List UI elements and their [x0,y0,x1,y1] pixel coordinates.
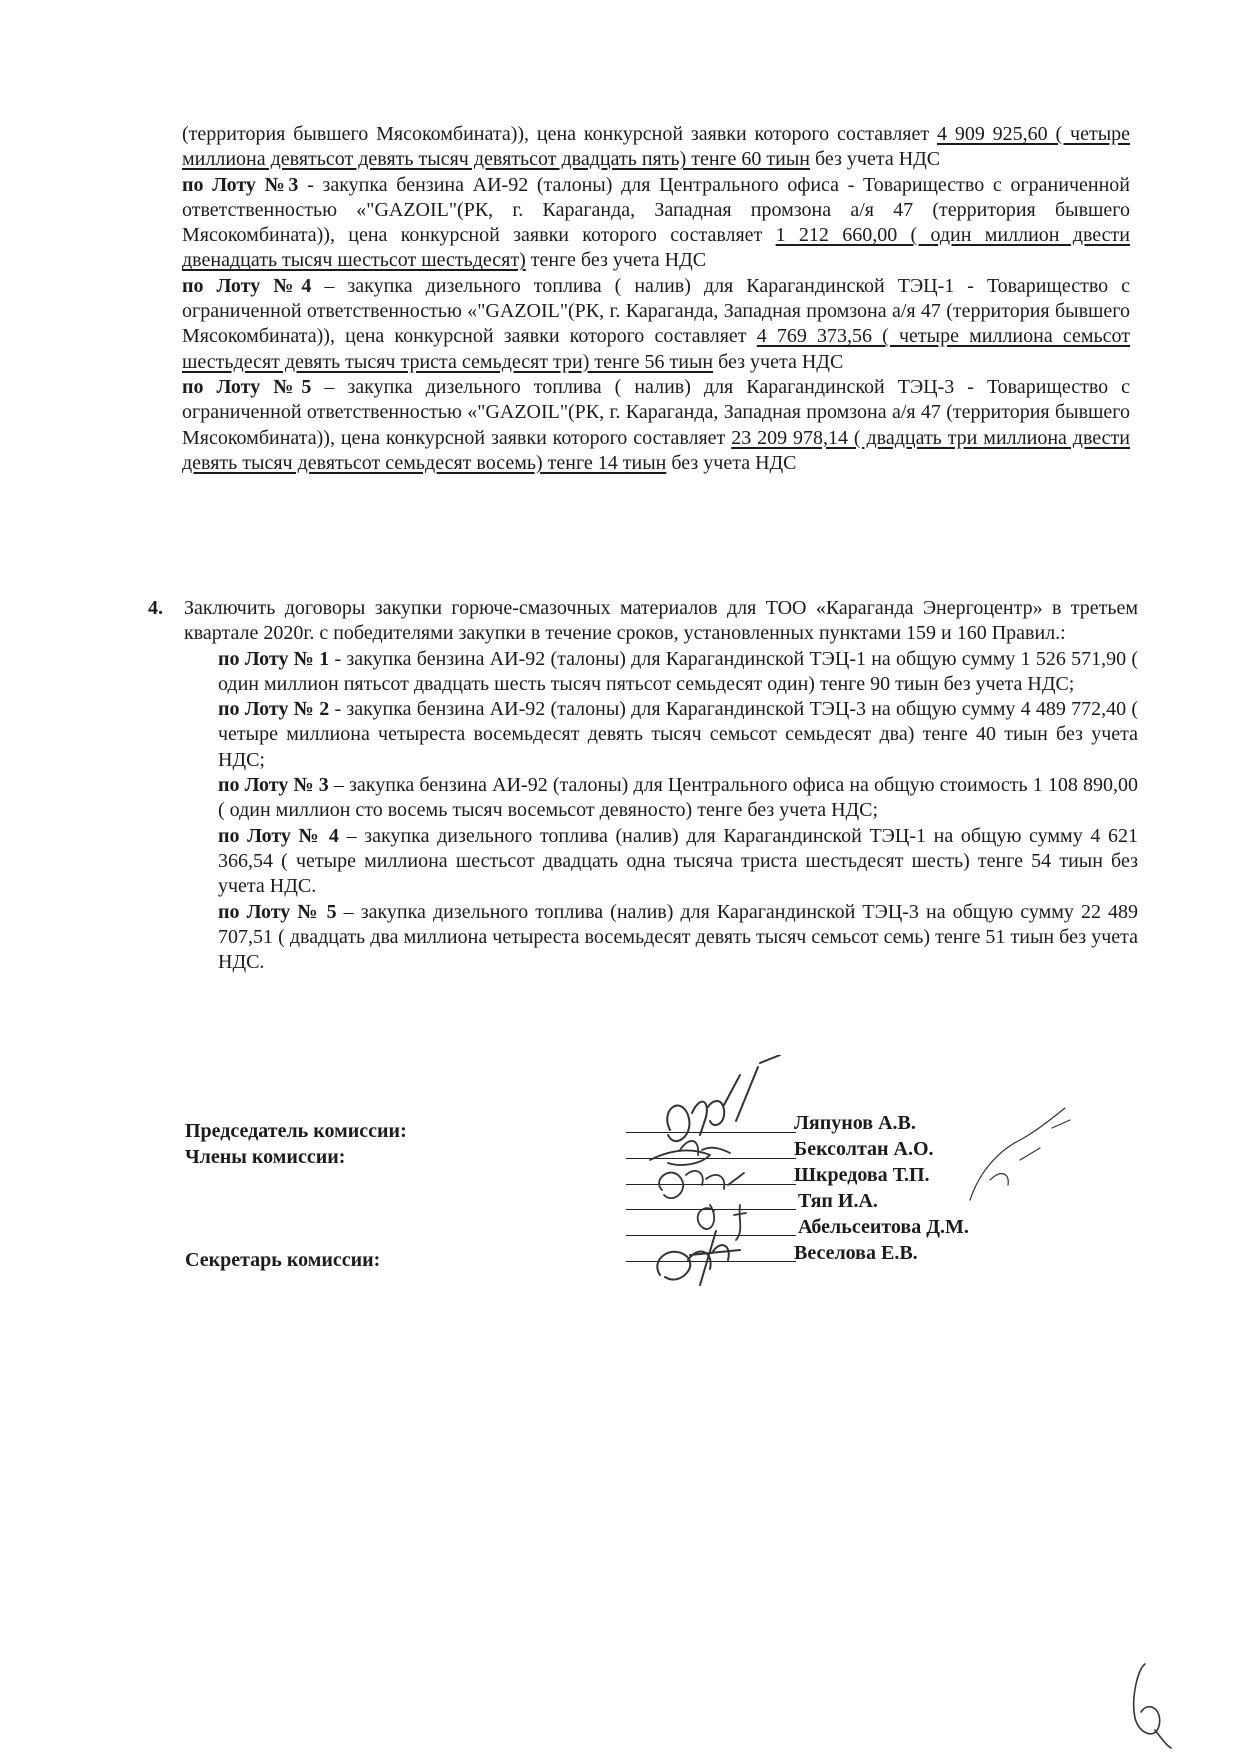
lot-label: по Лоту №4 [182,274,312,297]
secretary-role: Секретарь комиссии: [185,1249,381,1271]
item-number: 4. [148,597,163,619]
lot-text: - закупка бензина АИ-92 (талоны) для Карагандинской ТЭЦ-1 на общую сумму 1 526 571,90 ( один миллион пятьсот двадцать шесть тысяч пятьсот семьдесят один) тенге 90 тиын без учета НДС; [218,647,1138,695]
page-initial-mark [1115,1660,1175,1750]
lot-2-continuation [182,122,1130,173]
lot-label: по Лоту № 2 [218,698,330,721]
lot-label: по Лоту №5 [182,375,312,398]
lot-text: без учета НДС [809,148,941,171]
lot-text: – закупка дизельного топлива (налив) для Карагандинской ТЭЦ-1 на общую сумму 4 621 366,54 ( четыре миллиона шестьсот двадцать одна тысяча триста шестьдесят шесть) тенге 54 тиын без учета НДС. [218,824,1139,898]
lot-text: (территория бывшего Мясокомбината)), цена конкурсной заявки которого составляет [182,123,937,145]
faint-signature-mark [960,1100,1080,1210]
signatory-name: Тяп И.А. [798,1190,878,1212]
lot-label: по Лоту №3 [182,173,299,196]
lot-text: – закупка бензина АИ-92 (талоны) для Центрального офиса на общую стоимость 1 108 890,00 ( один миллион сто восемь тысяч восемьсот девяносто) тенге без учета НДС; [218,774,1138,822]
signatory-name: Веселова Е.В. [794,1242,918,1264]
lot-label: по Лоту № 5 [218,900,337,923]
signatory-name: Ляпунов А.В. [794,1112,916,1134]
lot-label: по Лоту № 4 [218,824,339,847]
item-intro: Заключить договоры закупки горюче-смазочных материалов для ТОО «Караганда Энергоцентр» в третьем квартале 2020г. с победителями закупки в течение сроков, установленных пунктами 159 и 160 Правил.: [184,597,1138,645]
lot-text: без учета НДС [666,451,797,474]
contract-lot-5 [184,900,1138,976]
lot-3-winner [182,173,1130,274]
lot-text: - закупка бензина АИ-92 (талоны) для Центрального офиса - Товарищество с ограниченной ответственностью «"GAZOIL"(РК, г. Караганда, Западная промзона а/я 47 (территория бывшего Мясокомбината)), цена конкурсной заявки которого составляет [182,173,1130,247]
lot-price: 1 212 660,00 ( один миллион двести двенадцать тысяч шестьсот шестьдесят) [182,224,1130,272]
contract-lot-4 [184,824,1138,900]
lot-5-winner [182,375,1130,476]
contract-lot-1 [184,647,1138,698]
lot-text: тенге без учета НДС [525,249,707,272]
lots-winners-list [182,122,1130,476]
lot-text: – закупка дизельного топлива ( налив) для Карагандинской ТЭЦ-3 - Товарищество с ограниченной ответственностью «"GAZOIL"(РК, г. Караганда, Западная промзона а/я 47 (территория бывшего Мясокомбината)), цена конкурсной заявки которого составляет [182,375,1131,449]
handwritten-signatures [640,1055,800,1295]
lot-text: - закупка бензина АИ-92 (талоны) для Карагандинской ТЭЦ-3 на общую сумму 4 489 772,40 ( четыре миллиона четыреста восемьдесят девять тысяч семьсот семьдесят два) тенге 40 тиын без учета НДС; [218,698,1138,771]
lot-4-winner [182,274,1130,375]
lot-price: 4 769 373,56 ( четыре миллиона семьсот шестьдесят девять тысяч триста семьдесят три) тенге 56 тиын [182,325,1130,373]
lot-price: 23 209 978,14 ( двадцать три миллиона двести девять тысяч девятьсот семьдесят восемь) тенге 14 тиын [182,426,1130,474]
contract-lot-2 [184,697,1138,773]
lot-label: по Лоту № 3 [218,774,329,797]
lot-text: без учета НДС [713,350,844,373]
lot-text: – закупка дизельного топлива (налив) для Карагандинской ТЭЦ-3 на общую сумму 22 489 707,51 ( двадцать два миллиона четыреста восемьдесят девять тысяч семьсот семь) тенге 51 тиын без учета НДС. [218,900,1138,974]
contract-lot-3 [184,773,1138,824]
members-role: Члены комиссии: [185,1146,346,1168]
signatory-name: Бексолтан А.О. [794,1138,934,1160]
lot-label: по Лоту № 1 [218,647,330,670]
chair-role: Председатель комиссии: [185,1120,407,1142]
decision-item-4 [148,596,1138,975]
lot-price: 4 909 925,60 ( четыре миллиона девятьсот девять тысяч девятьсот двадцать пять) тенге 60 тиын [182,123,1131,171]
lot-text: – закупка дизельного топлива ( налив) для Карагандинской ТЭЦ-1 - Товарищество с ограниченной ответственностью «"GAZOIL"(РК, г. Караганда, Западная промзона а/я 47 (территория бывшего Мясокомбината)), цена конкурсной заявки которого составляет [182,274,1131,348]
signatory-name: Шкредова Т.П. [794,1164,930,1186]
signatory-name: Абельсеитова Д.М. [798,1216,969,1238]
